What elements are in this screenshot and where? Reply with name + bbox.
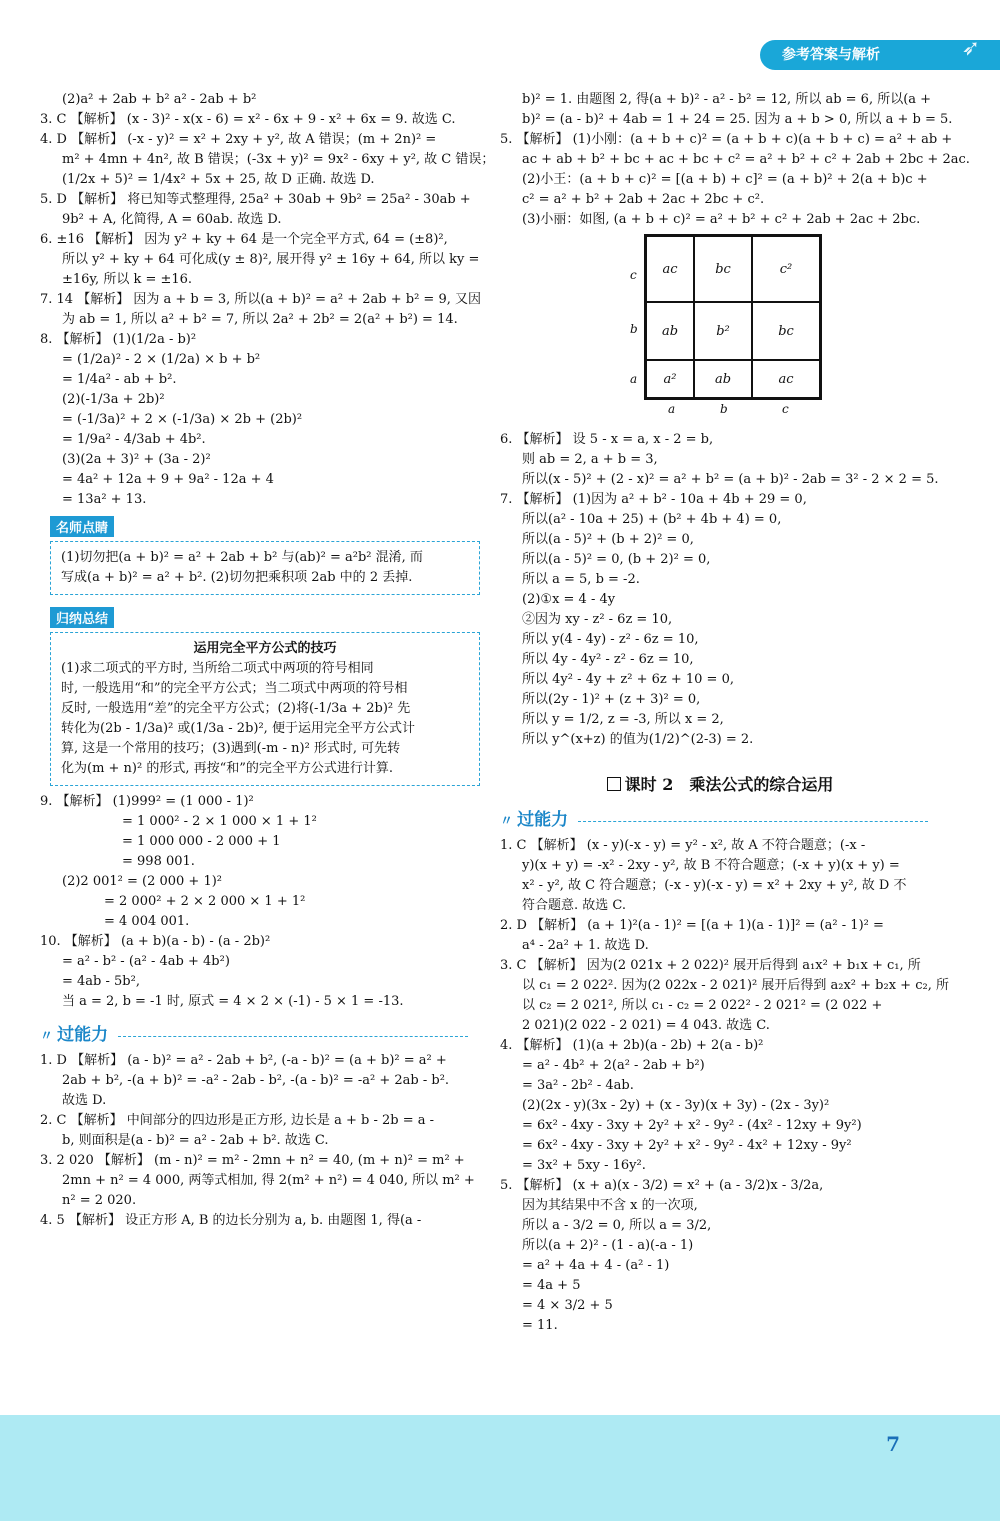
answer-line: (2)小王：(a + b + c)² = [(a + b) + c]² = (a + b)² + 2(a + b)c + — [522, 172, 928, 187]
summary-box — [50, 632, 480, 786]
answer-line: ac + ab + b² + bc + ac + bc + c² = a² + b² + c² + 2ab + 2bc + 2ac. — [522, 152, 970, 167]
figure-cell: ab — [694, 360, 752, 398]
figure-cell: bc — [752, 302, 820, 360]
answer-line: 2 021)(2 022 - 2 021) = 4 043. 故选 C. — [522, 1018, 770, 1033]
lesson-title — [500, 772, 940, 795]
answer-line: (2)(-1/3a + 2b)² — [62, 392, 165, 407]
figure-cell: c² — [752, 236, 820, 302]
answer-line: 所以(2y - 1)² + (z + 3)² = 0, — [522, 692, 701, 707]
figure-cell: ab — [646, 302, 694, 360]
answer-line: b)² = (a - b)² + 4ab = 1 + 24 = 25. 因为 a + b > 0, 所以 a + b = 5. — [522, 112, 953, 127]
answer-line: = a² - 4b² + 2(a² - 2ab + b²) — [522, 1058, 705, 1073]
answer-line: = (1/2a)² - 2 × (1/2a) × b + b² — [62, 352, 261, 367]
section-divider — [118, 1036, 468, 1037]
answer-line: 所以 a = 5, b = -2. — [522, 572, 640, 587]
tip-box-tag: 名师点睛 — [50, 516, 114, 537]
answer-line: 9b² + A, 化简得, A = 60ab. 故选 D. — [62, 212, 282, 227]
answer-line: 6. 【解析】 设 5 - x = a, x - 2 = b, — [500, 432, 714, 447]
area-figure — [620, 234, 820, 424]
answer-line: = 3x² + 5xy - 16y². — [522, 1158, 646, 1173]
answer-line: 所以(a² - 10a + 25) + (b² + 4b + 4) = 0, — [522, 512, 782, 527]
answer-line: 符合题意. 故选 C. — [522, 898, 627, 913]
answer-line: 4. D 【解析】 (-x - y)² = x² + 2xy + y², 故 A 错误；(m + 2n)² = — [40, 132, 437, 147]
answer-line: 5. 【解析】 (1)小刚：(a + b + c)² = (a + b + c)(a + b + c) = a² + ab + — [500, 132, 953, 147]
answer-line: 所以 4y - 4y² - z² - 6z = 10, — [522, 652, 694, 667]
answer-line: = 4a + 5 — [522, 1278, 581, 1293]
answer-line: 当 a = 2, b = -1 时, 原式 = 4 × 2 × (-1) - 5 × 1 = -13. — [62, 994, 404, 1009]
row-label: c — [630, 268, 637, 282]
footer-band — [0, 1415, 1000, 1521]
lesson-title-text: 课时 2 乘法公式的综合运用 — [624, 775, 834, 794]
answer-line: = a² + 4a + 4 - (a² - 1) — [522, 1258, 670, 1273]
answer-line: 5. 【解析】 (x + a)(x - 3/2) = x² + (a - 3/2)x - 3/2a, — [500, 1178, 824, 1193]
answer-line: a⁴ - 2a² + 1. 故选 D. — [522, 938, 649, 953]
answer-line: = (-1/3a)² + 2 × (-1/3a) × 2b + (2b)² — [62, 412, 303, 427]
answer-line: (1/2x + 5)² = 1/4x² + 5x + 25, 故 D 正确. 故选 D. — [62, 172, 375, 187]
answer-line: ±16y, 所以 k = ±16. — [62, 272, 193, 287]
answer-line: = 13a² + 13. — [62, 492, 147, 507]
answer-line: (3)(2a + 3)² + (3a - 2)² — [62, 452, 211, 467]
row-label: b — [630, 322, 638, 336]
summary-line: 算, 这是一个常用的技巧；(3)遇到(-m - n)² 形式时, 可先转 — [61, 741, 401, 756]
summary-line: (1)求二项式的平方时, 当所给二项式中两项的符号相同 — [61, 661, 374, 676]
answer-line: 2. C 【解析】 中间部分的四边形是正方形, 边长是 a + b - 2b = a - — [40, 1113, 435, 1128]
answer-line: 4. 【解析】 (1)(a + 2b)(a - 2b) + 2(a - b)² — [500, 1038, 764, 1053]
answer-line: 所以(x - 5)² + (2 - x)² = a² + b² = (a + b)² - 2ab = 3² - 2 × 2 = 5. — [522, 472, 939, 487]
figure-cell: b² — [694, 302, 752, 360]
answer-line: 所以 y(4 - 4y) - z² - 6z = 10, — [522, 632, 699, 647]
answer-line: 以 c₁ = 2 022². 因为(2 022x - 2 021)² 展开后得到 a₂x² + b₂x + c₂, 所 — [522, 978, 949, 993]
answer-line: 8. 【解析】 (1)(1/2a - b)² — [40, 332, 197, 347]
answer-line: x² - y², 故 C 符合题意；(-x - y)(-x - y) = x² + 2xy + y², 故 D 不 — [522, 878, 907, 893]
answer-line: 为 ab = 1, 所以 a² + b² = 7, 所以 2a² + 2b² = 2(a² + b²) = 14. — [62, 312, 458, 327]
figure-cell: bc — [694, 236, 752, 302]
answer-line: = 4a² + 12a + 9 + 9a² - 12a + 4 — [62, 472, 274, 487]
page-number: 7 — [886, 1432, 900, 1456]
answer-line: (2)2 001² = (2 000 + 1)² — [62, 874, 222, 889]
summary-title: 运用完全平方公式的技巧 — [193, 641, 337, 656]
summary-line: 反时, 一般选用“差”的完全平方公式；(2)将(-1/3a + 2b)² 先 — [61, 701, 411, 716]
answer-line: 则 ab = 2, a + b = 3, — [522, 452, 658, 467]
answer-line: = 4 × 3/2 + 5 — [522, 1298, 613, 1313]
section-header — [40, 1020, 480, 1045]
answer-line: 所以 y² + ky + 64 可化成(y ± 8)², 展开得 y² ± 16y + 64, 所以 ky = — [62, 252, 480, 267]
answer-line: 以 c₂ = 2 021², 所以 c₁ - c₂ = 2 022² - 2 021² = (2 022 + — [522, 998, 883, 1013]
header-banner — [760, 36, 1000, 70]
section-icon: 〃 — [500, 814, 514, 829]
col-label: b — [720, 402, 728, 416]
answer-line: 所以 4y² - 4y + z² + 6z + 10 = 0, — [522, 672, 734, 687]
answer-line: b, 则面积是(a - b)² = a² - 2ab + b². 故选 C. — [62, 1133, 329, 1148]
section-label: 过能力 — [57, 1025, 109, 1045]
answer-line: = 6x² - 4xy - 3xy + 2y² + x² - 9y² - (4x² - 12xy + 9y²) — [522, 1118, 862, 1133]
section-divider — [578, 821, 928, 822]
answer-line: 3. C 【解析】 因为(2 021x + 2 022)² 展开后得到 a₁x² + b₁x + c₁, 所 — [500, 958, 921, 973]
answer-line: n² = 2 020. — [62, 1193, 137, 1208]
answer-line: c² = a² + b² + 2ab + 2ac + 2bc + c². — [522, 192, 765, 207]
section-icon: 〃 — [40, 1029, 54, 1044]
answer-line: y)(x + y) = -x² - 2xy - y², 故 B 不符合题意；(-x + y)(x + y) = — [522, 858, 900, 873]
col-label: a — [668, 402, 676, 416]
answer-line: = 998 001. — [122, 854, 195, 869]
answer-line: 4. 5 【解析】 设正方形 A, B 的边长分别为 a, b. 由题图 1, 得(a - — [40, 1213, 422, 1228]
row-label: a — [630, 372, 638, 386]
answer-line: = 4 004 001. — [104, 914, 190, 929]
answer-line: = 11. — [522, 1318, 558, 1333]
section-label: 过能力 — [517, 810, 569, 830]
answer-line: 2mn + n² = 4 000, 两等式相加, 得 2(m² + n²) = 4 040, 所以 m² + — [62, 1173, 475, 1188]
answer-line: 所以 y = 1/2, z = -3, 所以 x = 2, — [522, 712, 724, 727]
answer-line: 2. D 【解析】 (a + 1)²(a - 1)² = [(a + 1)(a - 1)]² = (a² - 1)² = — [500, 918, 884, 933]
answer-line: 10. 【解析】 (a + b)(a - b) - (a - 2b)² — [40, 934, 271, 949]
summary-line: 化为(m + n)² 的形式, 再按“和”的完全平方公式进行计算. — [61, 761, 394, 776]
answer-line: = 4ab - 5b², — [62, 974, 140, 989]
answer-line: 所以(a - 5)² + (b + 2)² = 0, — [522, 532, 694, 547]
area-grid — [644, 234, 822, 400]
answer-line: 3. C 【解析】 (x - 3)² - x(x - 6) = x² - 6x + 9 - x² + 6x = 9. 故选 C. — [40, 112, 456, 127]
tip-line: (1)切勿把(a + b)² = a² + 2ab + b² 与(ab)² = a²b² 混淆, 而 — [61, 550, 423, 565]
answer-line: 所以 a - 3/2 = 0, 所以 a = 3/2, — [522, 1218, 712, 1233]
answer-line: (2)(2x - y)(3x - 2y) + (x - 3y)(x + 3y) - (2x - 3y)² — [522, 1098, 830, 1113]
answer-line: = 1 000² - 2 × 1 000 × 1 + 1² — [122, 814, 317, 829]
left-column — [40, 90, 495, 1231]
answer-line: 故选 D. — [62, 1093, 107, 1108]
answer-line: 所以(a + 2)² - (1 - a)(-a - 1) — [522, 1238, 694, 1253]
figure-cell: ac — [752, 360, 820, 398]
answer-line: 1. C 【解析】 (x - y)(-x - y) = y² - x², 故 A 不符合题意；(-x - — [500, 838, 866, 853]
answer-line: 5. D 【解析】 将已知等式整理得, 25a² + 30ab + 9b² = 25a² - 30ab + — [40, 192, 471, 207]
answer-line: 3. 2 020 【解析】 (m - n)² = m² - 2mn + n² = 40, (m + n)² = m² + — [40, 1153, 465, 1168]
tip-line: 写成(a + b)² = a² + b². (2)切勿把乘积项 2ab 中的 2 丢掉. — [61, 570, 413, 585]
section-header — [500, 805, 940, 830]
right-column — [500, 90, 970, 1336]
answer-line: m² + 4mn + 4n², 故 B 错误；(-3x + y)² = 9x² - 6xy + y², 故 C 错误； — [62, 152, 495, 167]
answer-line: (2)①x = 4 - 4y — [522, 592, 616, 607]
answer-line: = 3a² - 2b² - 4ab. — [522, 1078, 634, 1093]
rocket-icon: ➶ — [961, 36, 980, 61]
answer-line: = 1 000 000 - 2 000 + 1 — [122, 834, 281, 849]
answer-line: 所以(a - 5)² = 0, (b + 2)² = 0, — [522, 552, 711, 567]
answer-line: = 1/4a² - ab + b². — [62, 372, 177, 387]
lesson-square-icon — [607, 777, 621, 791]
answer-line: = a² - b² - (a² - 4ab + 4b²) — [62, 954, 230, 969]
answer-line: ②因为 xy - z² - 6z = 10, — [522, 612, 673, 627]
answer-line: 所以 y^(x+z) 的值为(1/2)^(2-3) = 2. — [522, 732, 754, 747]
answer-line: 9. 【解析】 (1)999² = (1 000 - 1)² — [40, 794, 254, 809]
answer-line: 因为其结果中不含 x 的一次项, — [522, 1198, 698, 1213]
answer-line: 1. D 【解析】 (a - b)² = a² - 2ab + b², (-a - b)² = (a + b)² = a² + — [40, 1053, 447, 1068]
figure-cell: a² — [646, 360, 694, 398]
answer-line: = 6x² - 4xy - 3xy + 2y² + x² - 9y² - 4x² + 12xy - 9y² — [522, 1138, 852, 1153]
answer-line: = 2 000² + 2 × 2 000 × 1 + 1² — [104, 894, 306, 909]
tip-box — [50, 541, 480, 595]
figure-cell: ac — [646, 236, 694, 302]
answer-line: (2)a² + 2ab + b² a² - 2ab + b² — [62, 92, 257, 107]
summary-line: 转化为(2b - 1/3a)² 或(1/3a - 2b)², 便于运用完全平方公式计 — [61, 721, 415, 736]
answer-line: 2ab + b², -(a + b)² = -a² - 2ab - b², -(a - b)² = -a² + 2ab - b². — [62, 1073, 450, 1088]
summary-line: 时, 一般选用“和”的完全平方公式；当二项式中两项的符号相 — [61, 681, 408, 696]
header-title: 参考答案与解析 — [782, 47, 880, 63]
answer-line: 7. 【解析】 (1)因为 a² + b² - 10a + 4b + 29 = 0, — [500, 492, 807, 507]
col-label: c — [782, 402, 789, 416]
summary-box-tag: 归纳总结 — [50, 607, 114, 628]
answer-line: b)² = 1. 由题图 2, 得(a + b)² - a² - b² = 12, 所以 ab = 6, 所以(a + — [522, 92, 932, 107]
answer-line: 7. 14 【解析】 因为 a + b = 3, 所以(a + b)² = a² + 2ab + b² = 9, 又因 — [40, 292, 481, 307]
answer-line: (3)小丽：如图, (a + b + c)² = a² + b² + c² + 2ab + 2ac + 2bc. — [522, 212, 921, 227]
answer-line: = 1/9a² - 4/3ab + 4b². — [62, 432, 206, 447]
answer-line: 6. ±16 【解析】 因为 y² + ky + 64 是一个完全平方式, 64 = (±8)², — [40, 232, 448, 247]
